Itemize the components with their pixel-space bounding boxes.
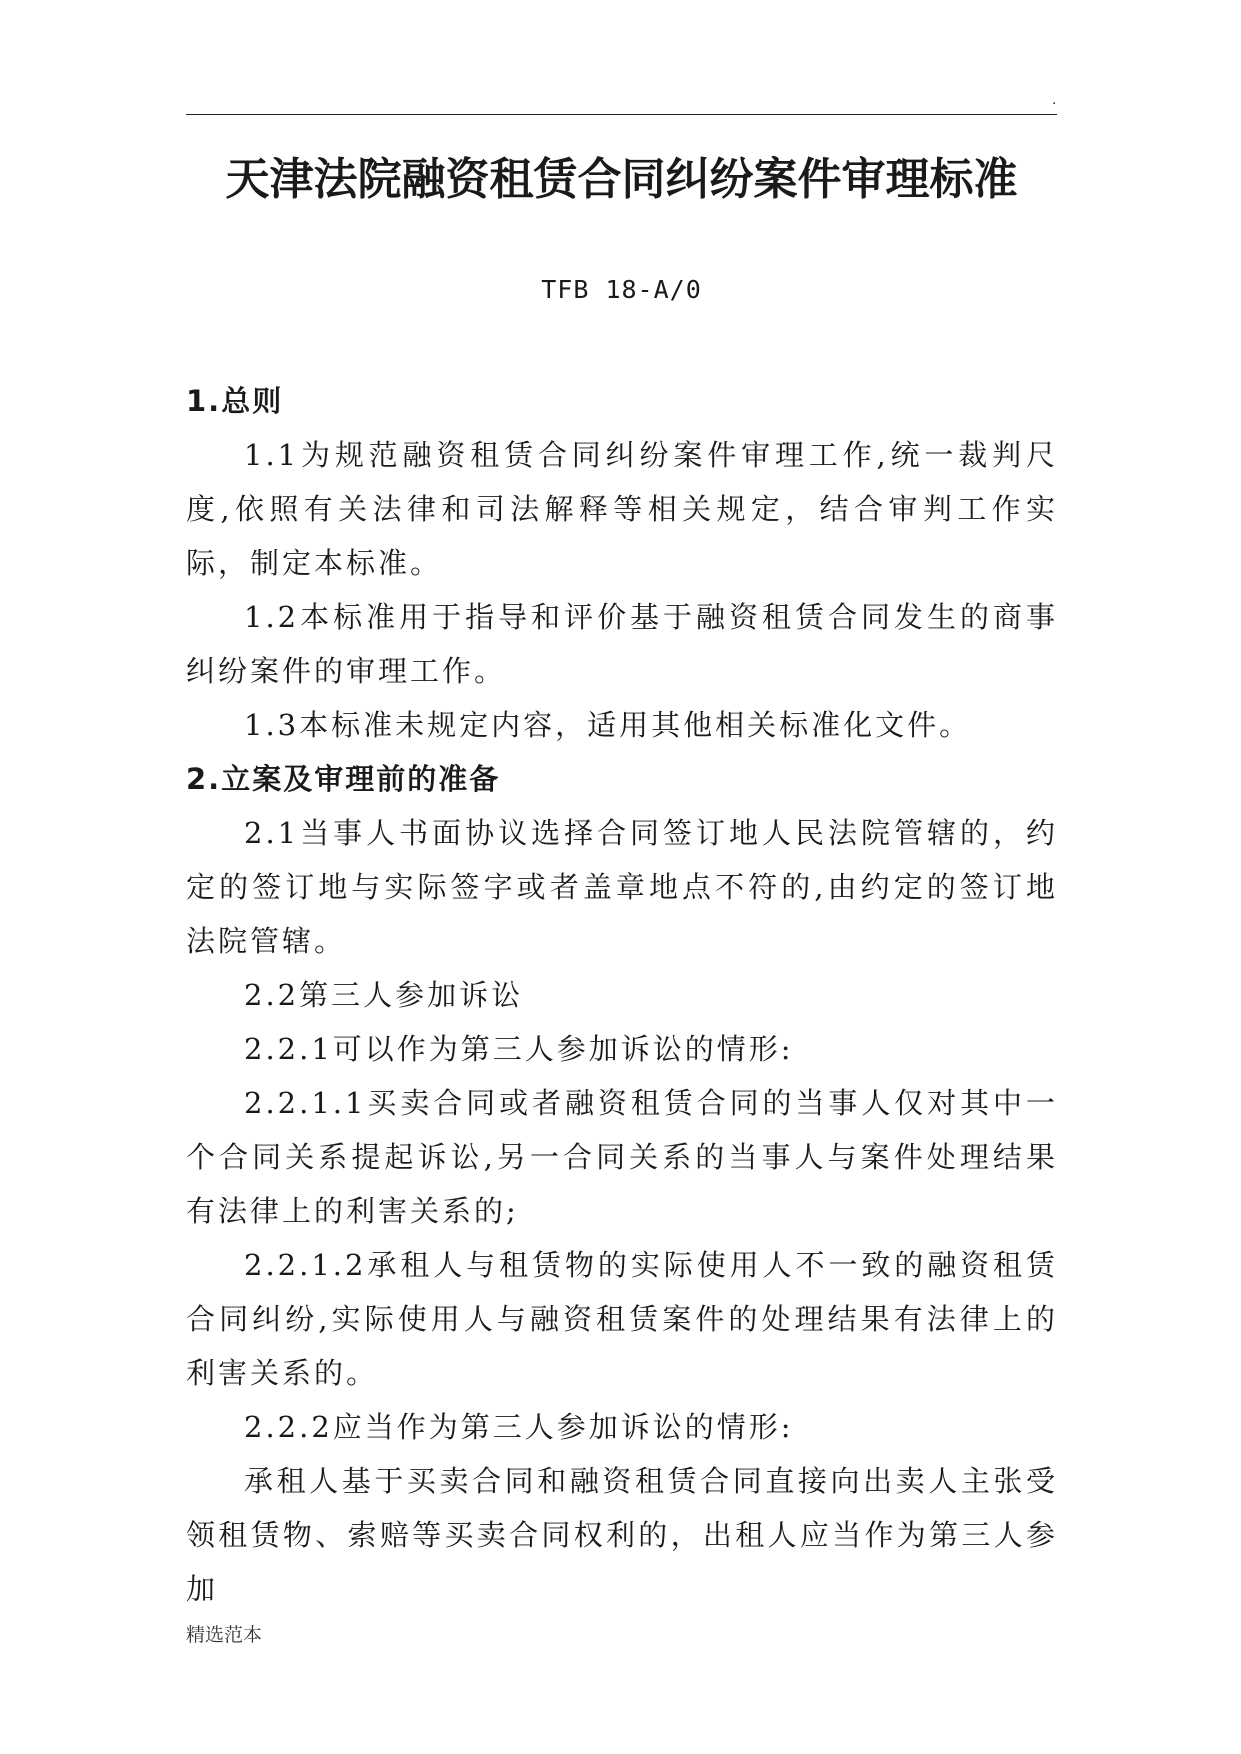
section-general (186, 374, 1058, 752)
paragraph: 2.2.2应当作为第三人参加诉讼的情形: (244, 1410, 794, 1444)
paragraph: 2.2第三人参加诉讼 (244, 978, 524, 1012)
paragraph: 1.1为规范融资租赁合同纠纷案件审理工作,统一裁判尺度,依照有关法律和司法解释等相关规定，结合审判工作实际，制定本标准。 (186, 438, 1058, 580)
paragraph: 2.2.1.1买卖合同或者融资租赁合同的当事人仅对其中一个合同关系提起诉讼,另一合同关系的当事人与案件处理结果有法律上的利害关系的; (186, 1086, 1058, 1228)
paragraph: 承租人基于买卖合同和融资租赁合同直接向出卖人主张受领租赁物、索赔等买卖合同权利的，出租人应当作为第三人参加 (186, 1464, 1058, 1606)
document-title: 天津法院融资租赁合同纠纷案件审理标准 (225, 154, 1018, 205)
document-code: TFB 18-A/0 (541, 275, 702, 304)
header-dot: . (1052, 92, 1057, 108)
document-body (186, 374, 1058, 1616)
section-filing-preparation (186, 752, 1058, 1616)
paragraph: 2.2.1.2承租人与租赁物的实际使用人不一致的融资租赁合同纠纷,实际使用人与融资租赁案件的处理结果有法律上的利害关系的。 (186, 1248, 1058, 1390)
paragraph: 1.3本标准未规定内容，适用其他相关标准化文件。 (244, 708, 972, 742)
paragraph: 2.2.1可以作为第三人参加诉讼的情形: (244, 1032, 794, 1066)
section-heading: 1.总则 (186, 384, 284, 418)
footer-note: 精选范本 (186, 1624, 263, 1646)
header-rule (186, 114, 1057, 115)
paragraph: 2.1当事人书面协议选择合同签订地人民法院管辖的，约定的签订地与实际签字或者盖章地点不符的,由约定的签订地法院管辖。 (186, 816, 1058, 958)
section-heading: 2.立案及审理前的准备 (186, 762, 501, 796)
paragraph: 1.2本标准用于指导和评价基于融资租赁合同发生的商事纠纷案件的审理工作。 (186, 600, 1058, 688)
